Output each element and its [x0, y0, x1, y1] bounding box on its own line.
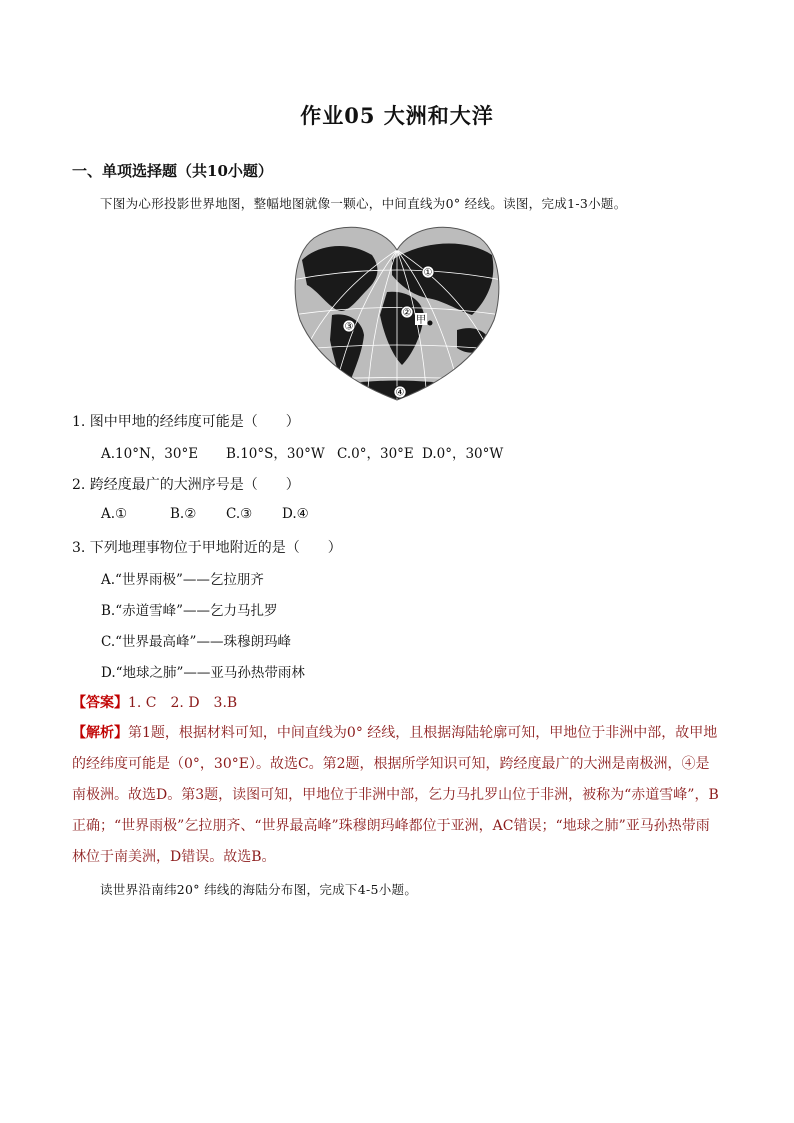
point-label-jia: 甲	[416, 315, 426, 326]
answer-line	[72, 692, 237, 712]
q1-option-c: C.0°，30°E	[337, 446, 414, 462]
label-4: ④	[395, 387, 405, 399]
intro-text-2: 读世界沿南纬20° 纬线的海陆分布图，完成下4-5小题。	[100, 882, 418, 897]
q1-option-b: B.10°S，30°W	[226, 446, 325, 462]
point-jia-marker	[428, 321, 433, 326]
q2-option-b: B.②	[170, 506, 197, 522]
q3-option-b: B.“赤道雪峰”——乞力马扎罗	[101, 603, 278, 619]
answer-tag: 【答案】	[72, 695, 128, 711]
label-3: ③	[344, 321, 354, 333]
analysis-paragraph	[72, 718, 722, 873]
q2-option-d: D.④	[282, 506, 309, 522]
question-1: 1. 图中甲地的经纬度可能是（ ）	[72, 414, 300, 430]
q1-option-d: D.0°，30°W	[422, 446, 504, 462]
q3-option-a: A.“世界雨极”——乞拉朋齐	[101, 572, 264, 588]
analysis-tag: 【解析】	[72, 725, 128, 741]
question-3: 3. 下列地理事物位于甲地附近的是（ ）	[72, 540, 342, 556]
q3-option-c: C.“世界最高峰”——珠穆朗玛峰	[101, 634, 291, 650]
q2-option-a: A.①	[101, 506, 128, 522]
analysis-text: 第1题，根据材料可知，中间直线为0° 经线，且根据海陆轮廓可知，甲地位于非洲中部，故甲地的经纬度可能是（0°，30°E）。故选C。第2题，根据所学知识可知，跨经度最广的大洲是南极洲，④是南极洲。故选D。第3题，读图可知，甲地位于非洲中部，乞力马扎罗山位于非洲，被称为“赤道雪峰”，B正确；“世界雨极”乞拉朋齐、“世界最高峰”珠穆朗玛峰都位于亚洲，AC错误；“地球之肺”亚马孙热带雨林位于南美洲，D错误。故选B。	[72, 725, 719, 865]
question-2: 2. 跨经度最广的大洲序号是（ ）	[72, 477, 300, 493]
intro-text-1: 下图为心形投影世界地图，整幅地图就像一颗心，中间直线为0° 经线。读图，完成1-3小题。	[100, 196, 627, 211]
heart-world-map	[292, 220, 502, 402]
section-heading: 一、单项选择题（共10小题）	[72, 162, 273, 180]
q3-option-d: D.“地球之肺”——亚马孙热带雨林	[101, 665, 305, 681]
q1-option-a: A.10°N，30°E	[101, 446, 199, 462]
q2-option-c: C.③	[226, 506, 253, 522]
label-1: ①	[423, 267, 433, 279]
answer-text: 1. C 2. D 3.B	[128, 695, 238, 711]
label-2: ②	[402, 307, 412, 319]
page-title: 作业05 大洲和大洋	[300, 103, 494, 128]
